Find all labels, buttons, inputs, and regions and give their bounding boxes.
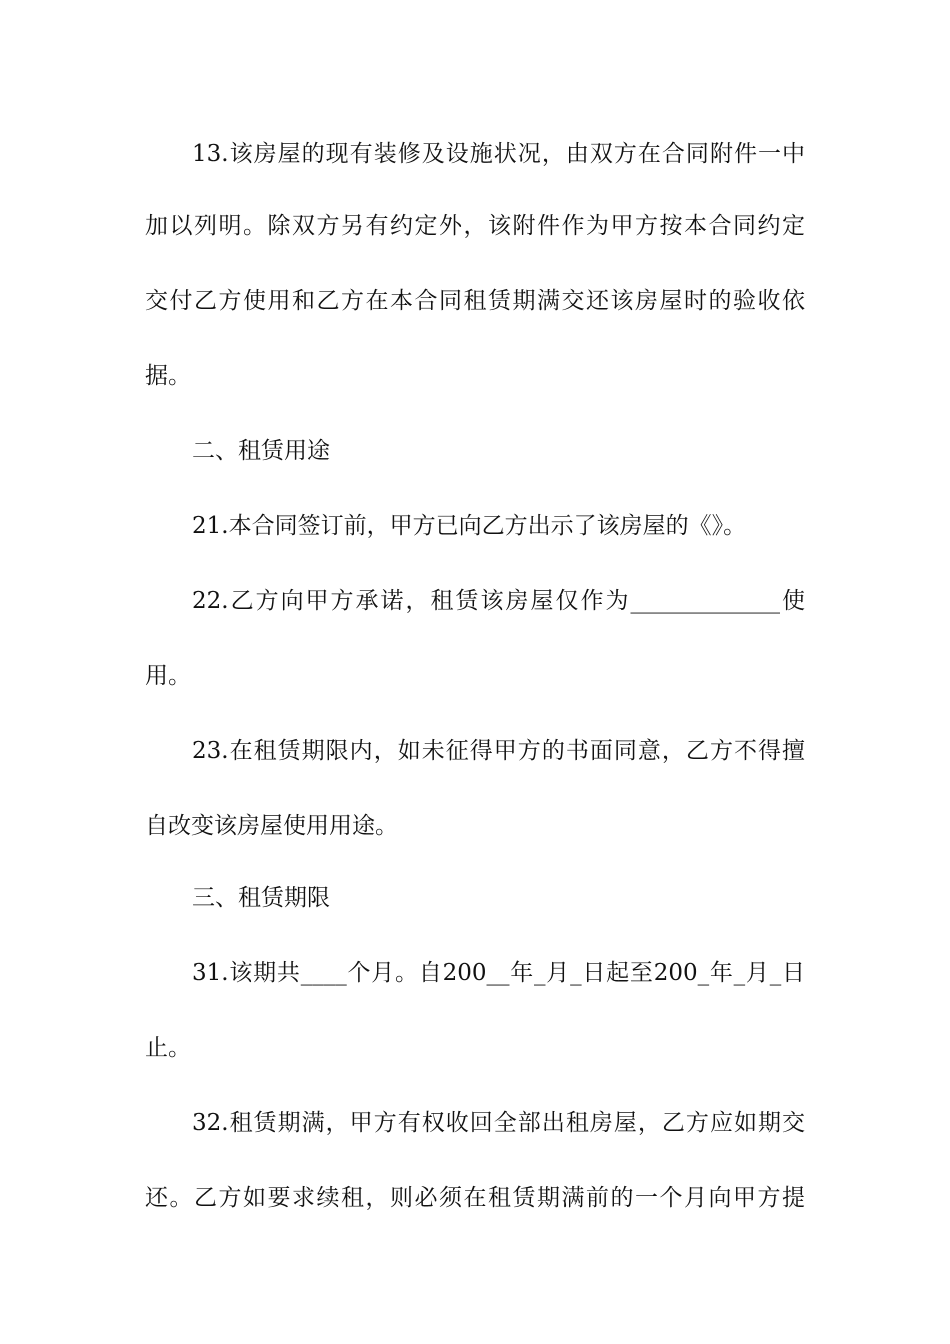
paragraph-31-line-2: 止。 <box>145 1035 191 1061</box>
paragraph-13-line-1: 13.该房屋的现有装修及设施状况，由双方在合同附件一中 <box>192 141 805 167</box>
section-heading-term: 三、租赁期限 <box>192 885 330 911</box>
section-heading-usage: 二、租赁用途 <box>192 438 330 464</box>
paragraph-22-line-2: 用。 <box>145 663 191 689</box>
paragraph-32-line-1: 32.租赁期满，甲方有权收回全部出租房屋，乙方应如期交 <box>192 1110 805 1136</box>
paragraph-21: 21.本合同签订前，甲方已向乙方出示了该房屋的《》。 <box>192 513 747 539</box>
paragraph-32-line-2: 还。乙方如要求续租，则必须在租赁期满前的一个月向甲方提 <box>145 1185 805 1211</box>
paragraph-23-line-2: 自改变该房屋使用用途。 <box>145 813 398 839</box>
paragraph-13-line-4: 据。 <box>145 363 191 389</box>
paragraph-13-line-3: 交付乙方使用和乙方在本合同租赁期满交还该房屋时的验收依 <box>145 288 805 314</box>
paragraph-23-line-1: 23.在租赁期限内，如未征得甲方的书面同意，乙方不得擅 <box>192 738 805 764</box>
paragraph-31-line-1: 31.该期共____个月。自200__年_月_日起至200_年_月_日 <box>192 960 805 986</box>
paragraph-13-line-2: 加以列明。除双方另有约定外，该附件作为甲方按本合同约定 <box>145 213 805 239</box>
paragraph-22-line-1: 22.乙方向甲方承诺，租赁该房屋仅作为_____________使 <box>192 588 805 614</box>
